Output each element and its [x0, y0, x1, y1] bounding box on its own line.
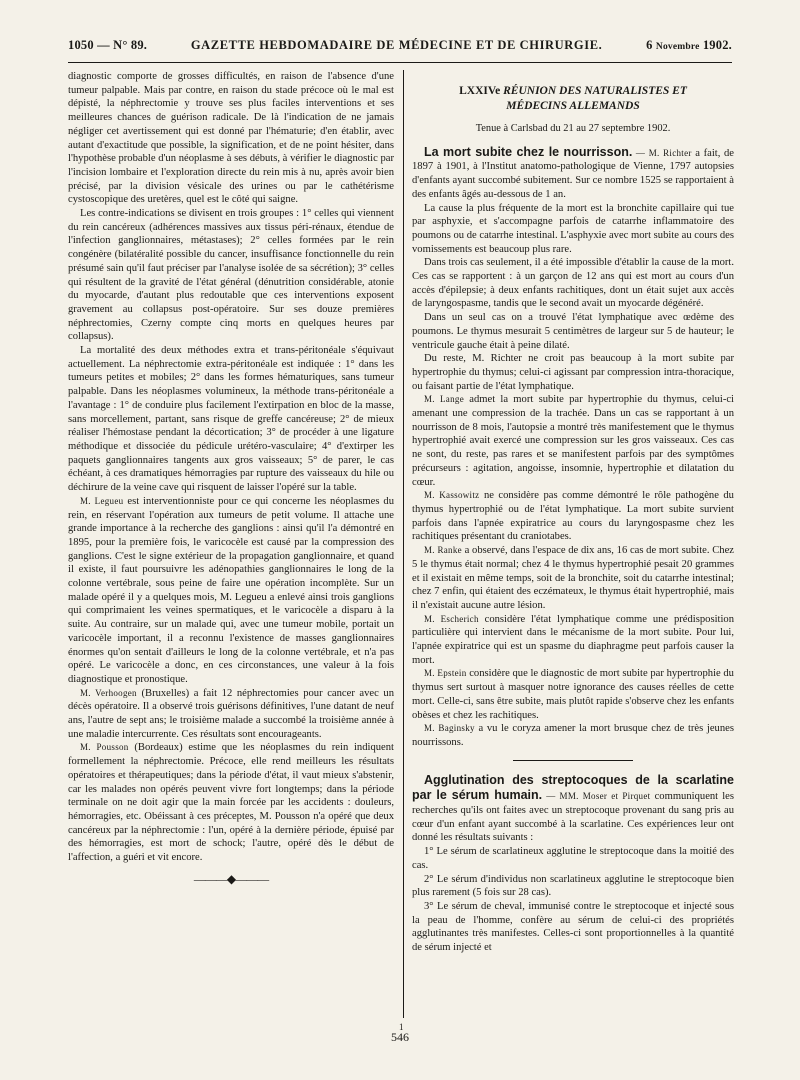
journal-title: GAZETTE HEBDOMADAIRE DE MÉDECINE ET DE CHIRURGIE.	[190, 38, 603, 52]
running-header	[68, 38, 732, 62]
section-ornament: ———◆———	[193, 871, 269, 886]
paragraph: M. Legueu est interventionniste pour ce qui concerne les néoplasmes du rein, en réservant l'opération aux tumeurs de petit volume. Il attache une grande importance à la recherche des ganglions : ainsi qu'il l'a démontré en 1895, pour la première fois, le varicocèle est causé par la compression des ganglions. C'est le signe extérieur de la propagation ganglionnaire, et quand il existe, il faut poursuivre les adénopathies ganglionnaires le long de la colonne vertébrale, sous peine de faire une opération incomplète. Sur un malade opéré il y a quelques mois, M. Legueu a enlevé ainsi trois ganglions qui comprimaient les veines spermatiques, et le varicocèle a disparu à la suite. Au contraire, sur un malade qui, avec une tumeur mobile, portait un varicocèle important, il a reconnu l'existence de masses ganglionnaires énormes qu'on sentait d'ailleurs le long de la colonne vertébrale, et n'a pas opéré. Le varicocèle a donc, en ces circonstances, une valeur à la fois diagnostique et pronostique.	[68, 495, 394, 685]
article-title: Agglutination des streptocoques de la scarlatine par le sérum humain.	[412, 772, 734, 803]
author-name: — M. Richter	[635, 147, 692, 158]
author-name: M. Epstein	[424, 668, 467, 679]
paragraph: Les contre-indications se divisent en trois groupes : 1° celles qui viennent du rein cancéreux (adhérences massives aux tissus péri-rénaux, étendue de l'infection ganglionnaires, métastases); 2° celles formées par le rein congénère (bilatéralité possible du cancer, insuffisance fonctionnelle du rein présumé sain qu'il faut préciser par l'analyse isolée de sa sécrétion); 3° celles qui résultent de la gravité de l'état général (dénutrition considérable, atonie du myocarde, d'autant plus redoutable que ces interventions exposent gravement au collapsus post-opératoire. Sur ses douze premières néphrectomies, Czerny compte cinq morts en quelques heures par collapsus).	[68, 208, 394, 343]
paragraph: Du reste, M. Richter ne croit pas beaucoup à la mort subite par hypertrophie du thymus; celui-ci agissant par compression intra-thoracique, ou faisant partie de l'état lymphatique.	[412, 353, 734, 392]
author-name: M. Escherich	[424, 613, 479, 624]
author-name: M. Pousson	[80, 742, 129, 753]
author-name: M. Kassowitz	[424, 490, 480, 501]
paragraph: M. Lange admet la mort subite par hypertrophie du thymus, celui-ci amenant une compression de la trachée. Dans un cas se rapportant à un nourrisson de 8 mois, l'autopsie a montré très manifestement que le thymus hypertrophié avait exercé une compression sur les gros vaisseaux. Ces cas ne sont, du reste, pas rares et se manifestent parfois par des symptômes précurseurs : agitation, angoisse, insomnie, hypertrophie et dilatation du cœur.	[412, 394, 734, 488]
header-rule	[68, 62, 732, 63]
paragraph: La mortalité des deux méthodes extra et trans-péritonéale s'équivaut actuellement. La néphrectomie extra-péritonéale est indiquée : 1° dans les tumeurs petites et mobiles; 2° dans les formes hématuriques, sans tumeur palpable. Dans les néoplasmes volumineux, la méthode trans-péritonéale a l'avantage : 1° de conduire plus facilement l'extirpation en bloc de la masse, sans morcellement, partant, sans risque de greffe cancéreuse; 2° de mieux réaliser l'hémostase pendant la décortication; 3° de procéder à une ligature méthodique et dissociée du pédicule urétéro-vasculaire; 4° d'extirper les paquets ganglionnaires tangents aux gros vaisseaux; 5° de parer, le cas échéant, à ces dramatiques hémorragies par rupture des vaisseaux du hile ou déchirure de la veine cave qui risquent de laisser l'opéré sur la table.	[68, 345, 394, 494]
article-title: La mort subite chez le nourrisson.	[424, 144, 633, 159]
author-name: M. Lange	[424, 394, 464, 405]
author-name: M. Baginsky	[424, 723, 475, 734]
author-name: — MM. Moser et Pirquet	[546, 791, 651, 802]
marginal-mark: 1	[399, 1022, 404, 1032]
paragraph: M. Verhoogen (Bruxelles) a fait 12 néphrectomies pour cancer avec un décès opératoire. Il a observé trois guérisons définitives, l'une datant de neuf ans, l'autre de sept ans; le troisième malade a succombé la troisième année à une maladie intercurrente. Ces résultats sont encourageants.	[68, 687, 394, 740]
paragraph: M. Pousson (Bordeaux) estime que les néoplasmes du rein indiquent formellement la néphrectomie. Précoce, elle rend meilleurs les résultats opératoires et thérapeutiques; dans la période d'état, il vaut mieux s'abstenir, car les malades non opérés peuvent vivre fort longtemps; dans la période terminale on ne doit agir que la main forcée par les accidents : douleurs, hémorragies, etc. Obéissant à ces préceptes, M. Pousson n'a opéré que deux cancéreux par la néphrectomie : l'un, opéré à la dernière période, épuisé par des hémorragies, est mort de schock; l'autre, opéré dès le début de l'affection, a guéri et vit encore.	[68, 742, 394, 864]
paragraph: 3° Le sérum de cheval, immunisé contre le streptocoque et injecté sous la peau de l'homme, confère au sérum de celui-ci des propriétés agglutinantes très manifestes. Celles-ci sont proportionnelles à la quantité de sérum injecté et	[412, 900, 734, 954]
paragraph: 2° Le sérum d'individus non scarlatineux agglutine le streptocoque bien plus rarement (5 fois sur 28 cas).	[412, 873, 734, 899]
paragraph: diagnostic comporte de grosses difficultés, en raison de l'absence d'une tumeur palpable. Mais par contre, en raison du stade précoce où le mal est dépisté, la néphrectomie y trouve ses plus faciles interventions et ses meilleures chances de guérison radicale. De là l'indication de ne jamais négliger cet avertissement qui est donné par l'hématurie; d'en établir, avec autant d'exactitude que possible, la signification, et de ne point hésiter, dans l'hypothèse probable d'un néoplasme à ses débuts, à vérifier le diagnostic par l'incision lombaire et l'exploration directe du rein mis à nu, après avoir bien précisé, par la division vésicale des urines ou par le cathétérisme cystoscopique des uretères, quel est le côté qui saigne.	[68, 71, 394, 206]
author-name: M. Verhoogen	[80, 687, 137, 698]
paragraph: Agglutination des streptocoques de la scarlatine par le sérum humain. — MM. Moser et Pirquet communiquent les recherches qu'ils ont faites avec un streptocoque provenant du sang pris au cœur d'un enfant ayant succombé à la scarlatine. Ces expériences leur ont donné les résultats suivants :	[412, 772, 734, 844]
paragraph: Dans trois cas seulement, il a été impossible d'établir la cause de la mort. Ces cas se rapportent : à un garçon de 12 ans qui est mort au cours d'un accès d'épilepsie; à deux enfants rachitiques, dont un était sujet aux accès de laryngospasme, tandis que le second avait un myocarde dégénéré.	[412, 257, 734, 310]
paragraph: M. Epstein considère que le diagnostic de mort subite par hypertrophie du thymus sert surtout à masquer notre ignorance des causes réelles de cette mort. Celle-ci, sans être subite, mais plutôt rapide s'observe chez les enfants obèses et chez les rachitiques.	[412, 668, 734, 721]
section-title: LXXIVe RÉUNION DES NATURALISTES ET MÉDECINS ALLEMANDS	[459, 85, 687, 112]
paragraph: La cause la plus fréquente de la mort est la bronchite capillaire qui tue par asphyxie, et s'accompagne parfois de catarrhe inflammatoire des poumons ou de catarrhe intestinal. L'asphyxie avec mort subite au cours des vomissements est beaucoup plus rare.	[412, 202, 734, 255]
right-column	[412, 70, 734, 1055]
issue-date: 6 Novembre 1902.	[646, 38, 732, 52]
page-folio: 546	[391, 1030, 409, 1044]
left-column	[68, 70, 394, 1055]
paragraph: M. Escherich considère l'état lymphatique comme une prédisposition particulière qui intervient dans le mécanisme de la mort subite. Pour lui, l'apnée expiratrice qui est un spasme du diaphragme peut parfois causer la mort.	[412, 613, 734, 666]
page-number-header: 1050 — N° 89.	[68, 38, 148, 52]
author-name: M. Ranke	[424, 545, 462, 556]
paragraph: M. Baginsky a vu le coryza amener la mort brusque chez de très jeunes nourrissons.	[412, 723, 734, 748]
author-name: M. Legueu	[80, 495, 124, 506]
paragraph: La mort subite chez le nourrisson. — M. Richter a fait, de 1897 à 1901, à l'Institut anatomo-pathologique de Vienne, 1797 autopsies d'enfants ayant succombé subitement. Sur ce nombre 1525 se rapportaient à des enfants âgés au-dessous de 1 an.	[412, 144, 734, 200]
paragraph: Dans un seul cas on a trouvé l'état lymphatique avec œdème des poumons. Le thymus mesurait 5 centimètres de largeur sur 5 de hauteur; le ventricule gauche était à peine dilaté.	[412, 312, 734, 351]
column-divider	[403, 70, 404, 1018]
paragraph: 1° Le sérum de scarlatineux agglutine le streptocoque dans la moitié des cas.	[412, 846, 734, 871]
article-separator	[513, 760, 633, 761]
section-subtitle: Tenue à Carlsbad du 21 au 27 septembre 1902.	[475, 123, 671, 134]
paragraph: M. Kassowitz ne considère pas comme démontré le rôle pathogène du thymus hypertrophié ou de l'état lymphatique. La mort subite survient parfois dans l'apnée expiratrice au cours du laryngospasme chez les rachitiques présentant du craniotabes.	[412, 490, 734, 543]
paragraph: M. Ranke a observé, dans l'espace de dix ans, 16 cas de mort subite. Chez 5 le thymus était normal; chez 4 le thymus hypertrophié pesait 20 grammes et il existait en même temps, soit de la bronchite, soit du catarrhe intestinal; chez 7 enfin, qui étaient des eczémateux, le thymus était hypertrophié, mais il n'existait aucune autre lésion.	[412, 545, 734, 611]
